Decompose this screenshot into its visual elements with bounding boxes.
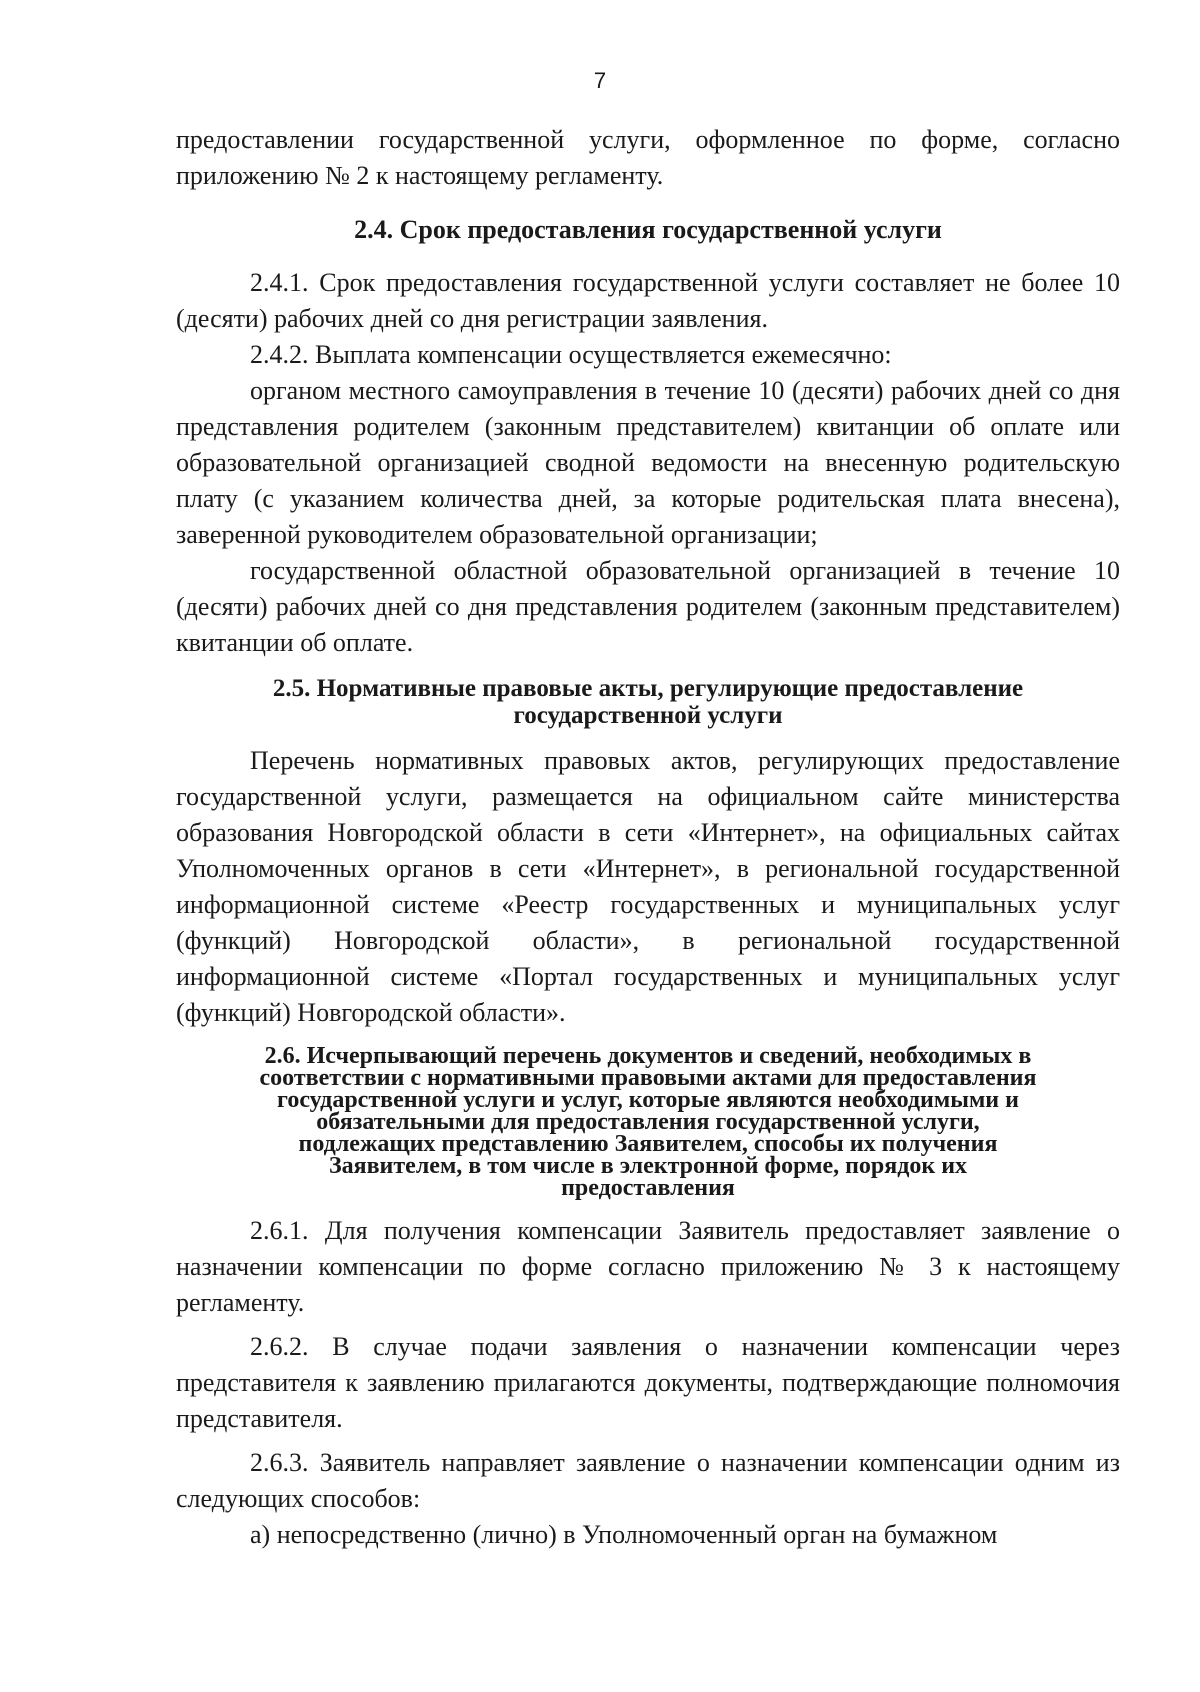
heading-2-6-line: Заявителем, в том числе в электронной форме, порядок их (328, 1153, 968, 1179)
heading-2-6-line: государственной услуги и услуг, которые являются необходимыми и (277, 1087, 1019, 1113)
paragraph-state-organization: государственной областной образовательной организацией в течение 10 (десяти) рабочих дней со дня представления родителем (законным представителем) квитанции об оплате. (176, 556, 1120, 657)
paragraph-local-authority: органом местного самоуправления в течение 10 (десяти) рабочих дней со дня представления родителем (законным представителем) квитанции об оплате или образовательной организацией сводной ведомости на внесенную родительскую плату (с указанием количества дней, за которые родительская плата внесена), заверенной руководителем образовательной организации; (176, 376, 1120, 549)
intro-paragraph: предоставлении государственной услуги, оформленное по форме, согласно приложению № 2 к настоящему регламенту. (176, 125, 1120, 190)
heading-2-6 (176, 1045, 1120, 1199)
paragraph-2-5: Перечень нормативных правовых актов, регулирующих предоставление государственной услуги, размещается на официальном сайте министерства образования Новгородской области в сети «Интернет», на официальных сайтах Уполномоченных органов в сети «Интернет», в региональной государственной информационной системе «Реестр государственных и муниципальных услуг (функций) Новгородской области», в региональной государственной информационной системе «Портал государственных и муниципальных услуг (функций) Новгородской области». (176, 746, 1120, 1027)
heading-2-5-line-2: государственной услуги (513, 702, 783, 729)
paragraph-2-6-2: 2.6.2. В случае подачи заявления о назначении компенсации через представителя к заявлению прилагаются документы, подтверждающие полномочия представителя. (176, 1332, 1120, 1433)
heading-2-6-line: соответствии с нормативными правовыми актами для предоставления (259, 1065, 1037, 1091)
heading-2-6-line: подлежащих представлению Заявителем, способы их получения (298, 1131, 998, 1157)
heading-2-5-line-1: 2.5. Нормативные правовые акты, регулирующие предоставление (272, 675, 1024, 702)
heading-2-4: 2.4. Срок предоставления государственной услуги (354, 215, 942, 244)
page-number: 7 (593, 68, 607, 93)
document-body (176, 122, 1120, 1553)
paragraph-2-4-1: 2.4.1. Срок предоставления государственной услуги составляет не более 10 (десяти) рабочих дней со дня регистрации заявления. (176, 268, 1120, 333)
paragraph-2-6-3: 2.6.3. Заявитель направляет заявление о назначении компенсации одним из следующих способов: (176, 1448, 1120, 1513)
heading-2-6-line: 2.6. Исчерпывающий перечень документов и сведений, необходимых в (264, 1043, 1032, 1069)
paragraph-2-6-3-a: а) непосредственно (лично) в Уполномоченный орган на бумажном (250, 1520, 998, 1549)
heading-2-6-line: обязательными для предоставления государственной услуги, (316, 1109, 980, 1135)
paragraph-2-4-2: 2.4.2. Выплата компенсации осуществляется ежемесячно: (250, 340, 892, 369)
heading-2-6-line: предоставления (561, 1175, 735, 1201)
paragraph-2-6-1: 2.6.1. Для получения компенсации Заявитель предоставляет заявление о назначении компенсации по форме согласно приложению № 3 к настоящему регламенту. (176, 1216, 1120, 1317)
